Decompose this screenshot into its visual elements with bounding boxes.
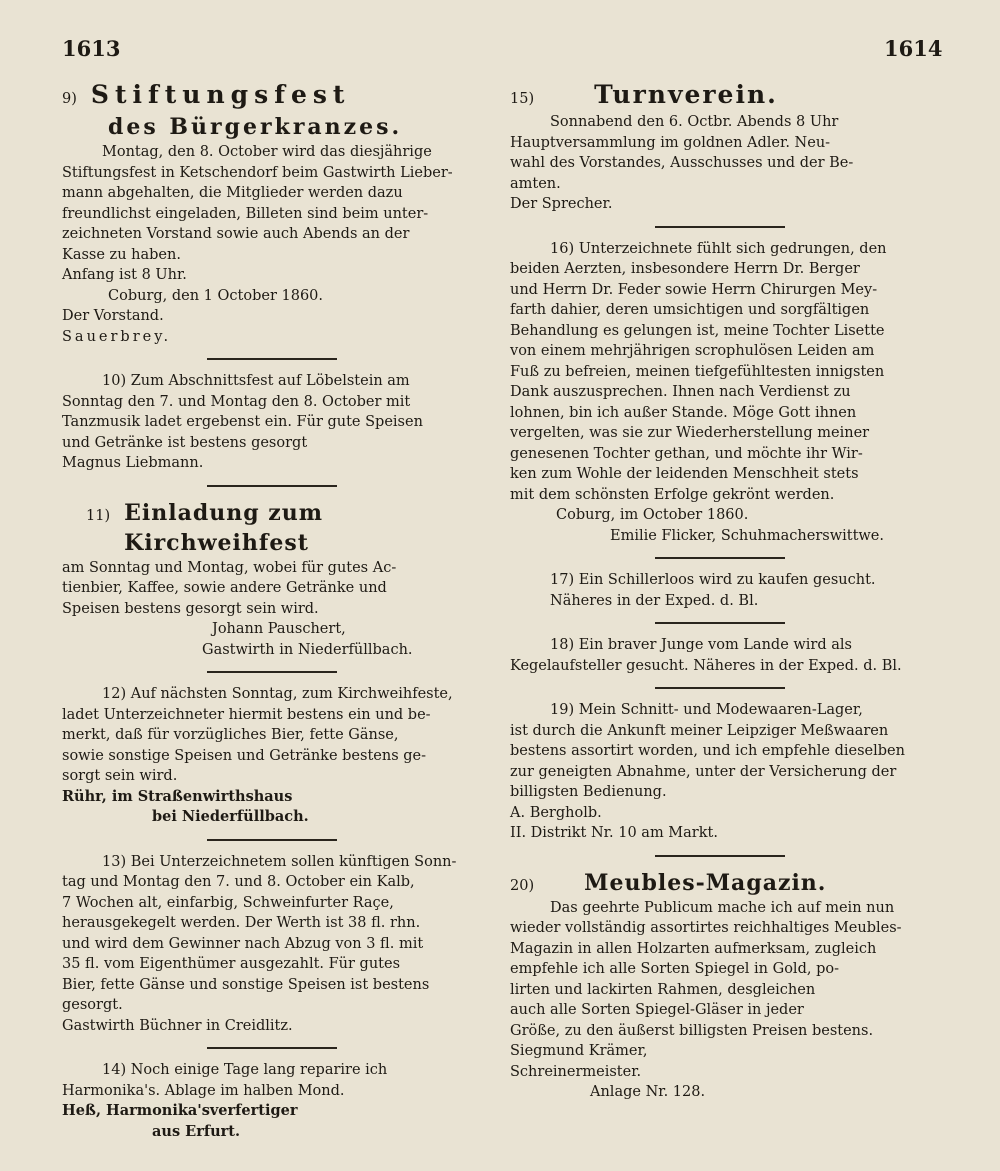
ad-16-line: lohnen, bin ich außer Stande. Möge Gott ihnen (510, 404, 857, 421)
ad-12-line: merkt, daß für vorzügliches Bier, fette Gänse, (62, 727, 399, 743)
ad-17-line: Näheres in der Exped. d. Bl. (550, 592, 759, 609)
ad-13-line: gesorgt. (62, 997, 123, 1013)
ad-12-line: ladet Unterzeichneter hiermit bestens ein und be- (62, 706, 431, 723)
ad-16-line: und Herrn Dr. Feder sowie Herrn Chirurgen Mey- (510, 281, 878, 298)
ad-15-signer: Der Sprecher. (510, 196, 613, 212)
ad-9-line: Montag, den 8. October wird das diesjährige (102, 144, 432, 160)
separator (655, 557, 785, 559)
ad-20-signer-address: Anlage Nr. 128. (590, 1084, 706, 1100)
ad-20-title: Meubles-Magazin. (584, 869, 827, 896)
ad-13-line: Bier, fette Gänse und sonstige Speisen ist bestens (62, 976, 430, 993)
ad-12-line: sorgt sein wird. (62, 768, 178, 784)
ad-10-line: Tanzmusik ladet ergebenst ein. Für gute Speisen (62, 414, 423, 430)
ad-9-line: Kasse zu haben. (62, 246, 181, 263)
ad-20-line: empfehle ich alle Sorten Spiegel in Gold, po- (510, 961, 839, 977)
ad-16-line: genesenen Tochter gethan, und möchte ihr Wir- (510, 445, 863, 462)
ad-19-signer-name: A. Bergholb. (510, 804, 602, 821)
ad-9-line: freundlichst eingeladen, Billeten sind beim unter- (62, 205, 429, 222)
ad-10-line: Sonntag den 7. und Montag den 8. October mit (62, 393, 411, 410)
ad-16-line: vergelten, was sie zur Wiederherstellung meiner (510, 425, 870, 441)
ad-12 (62, 684, 482, 828)
ad-9-title-line2: des Bürgerkranzes. (108, 114, 403, 140)
ad-13-signer: Gastwirth Büchner in Creidlitz. (62, 1017, 293, 1034)
ad-12-signer-line1: Rühr, im Straßenwirthshaus (62, 787, 293, 805)
ad-15-number: 15) (510, 91, 535, 107)
ad-9-line: Stiftungsfest in Ketschendorf beim Gastwirth Lieber- (62, 164, 453, 181)
ad-15-line: wahl des Vorstandes, Ausschusses und der Be- (510, 155, 854, 171)
ad-11-title: Einladung zum Kirchweihfest (124, 499, 324, 556)
ad-20-signer-name: Siegmund Krämer, (510, 1043, 648, 1059)
ad-13-line: 35 fl. vom Eigenthümer ausgezahlt. Für gutes (62, 956, 401, 972)
ad-9-date: Coburg, den 1 October 1860. (108, 287, 324, 304)
separator (207, 485, 337, 487)
ad-13-line: herausgekegelt werden. Der Werth ist 38 fl. rhn. (62, 915, 421, 931)
ad-16-line: Behandlung es gelungen ist, meine Tochter Lisette (510, 322, 885, 339)
ad-13-line: und wird dem Gewinner nach Abzug von 3 fl. mit (62, 935, 424, 952)
ad-10-signer: Magnus Liebmann. (62, 455, 204, 471)
ad-13-line: 13) Bei Unterzeichnetem sollen künftigen Sonn- (102, 853, 457, 870)
ad-15-line: Hauptversammlung im goldnen Adler. Neu- (510, 134, 831, 151)
ad-16 (510, 239, 930, 547)
ad-9-title-line1: Stiftungsfest (90, 80, 351, 109)
ad-20-line: auch alle Sorten Spiegel-Gläser in jeder (510, 1002, 804, 1018)
ad-14 (62, 1060, 482, 1142)
ad-9-signer-role: Der Vorstand. (62, 308, 164, 324)
separator (207, 358, 337, 360)
ad-9-line: zeichneten Vorstand sowie auch Abends an der (62, 226, 410, 242)
ad-18 (510, 635, 930, 676)
ad-17-line: 17) Ein Schillerloos wird zu kaufen gesucht. (550, 572, 876, 588)
ad-14-signer-line1: Heß, Harmonika'sverfertiger (62, 1102, 298, 1119)
ad-18-line: 18) Ein braver Junge vom Lande wird als (550, 637, 852, 653)
ad-9-heading (62, 78, 482, 112)
separator (655, 687, 785, 689)
ad-13-line: 7 Wochen alt, einfarbig, Schweinfurter Raçe, (62, 894, 394, 911)
ad-19-line: ist durch die Ankunft meiner Leipziger Meßwaaren (510, 722, 889, 739)
ad-9-signer-name: Sauerbrey. (62, 328, 172, 345)
ad-10-line: 10) Zum Abschnittsfest auf Löbelstein am (102, 373, 410, 389)
ad-16-line: beiden Aerzten, insbesondere Herrn Dr. Berger (510, 261, 860, 277)
ad-20-line: Magazin in allen Holzarten aufmerksam, zugleich (510, 940, 877, 957)
ad-16-line: von einem mehrjährigen scrophulösen Leiden am (510, 343, 875, 359)
ad-16-line: mit dem schönsten Erfolge gekrönt werden. (510, 486, 835, 503)
separator (207, 839, 337, 841)
ad-9-number: 9) (62, 91, 77, 107)
ad-11 (62, 498, 482, 661)
ad-15 (510, 78, 930, 215)
ad-11-number: 11) (86, 507, 111, 524)
ad-20-line: Größe, zu den äußerst billigsten Preisen bestens. (510, 1022, 874, 1039)
ad-20-number: 20) (510, 877, 535, 894)
ad-11-signer-name: Johann Pauschert, (212, 621, 346, 637)
ad-15-line: Sonnabend den 6. Octbr. Abends 8 Uhr (550, 114, 839, 130)
ad-18-line: Kegelaufsteller gesucht. Näheres in der Exped. d. Bl. (510, 657, 902, 674)
ad-16-line: 16) Unterzeichnete fühlt sich gedrungen, den (550, 240, 887, 257)
ad-11-heading (62, 498, 482, 558)
ad-10-line: und Getränke ist bestens gesorgt (62, 434, 308, 451)
ad-12-line: 12) Auf nächsten Sonntag, zum Kirchweihfeste, (102, 686, 453, 702)
ad-14-signer-line2: aus Erfurt. (152, 1122, 241, 1140)
ad-11-line: am Sonntag und Montag, wobei für gutes Ac- (62, 559, 397, 576)
ad-11-line: Speisen bestens gesorgt sein wird. (62, 600, 319, 617)
ad-20 (510, 868, 930, 1103)
ad-12-line: sowie sonstige Speisen und Getränke bestens ge- (62, 747, 427, 764)
ad-20-signer-role: Schreinermeister. (510, 1063, 642, 1080)
ad-11-signer-role: Gastwirth in Niederfüllbach. (202, 641, 413, 658)
ad-16-line: Dank auszusprechen. Ihnen nach Verdienst zu (510, 384, 851, 400)
ad-17 (510, 570, 930, 611)
ad-15-heading (510, 78, 930, 112)
left-column (62, 78, 482, 1142)
separator (207, 1047, 337, 1049)
ad-14-line: 14) Noch einige Tage lang reparire ich (102, 1062, 388, 1078)
ad-20-line: lirten und lackirten Rahmen, desgleichen (510, 981, 816, 998)
ad-20-line: Das geehrte Publicum mache ich auf mein nun (550, 899, 895, 916)
page-number-left: 1613 (62, 36, 121, 61)
separator (207, 671, 337, 673)
ad-15-title: Turnverein. (594, 80, 778, 109)
ad-19-line: bestens assortirt worden, und ich empfehle dieselben (510, 743, 905, 759)
ad-19-line: billigsten Bedienung. (510, 784, 667, 800)
ad-11-line: tienbier, Kaffee, sowie andere Getränke und (62, 580, 387, 596)
page-number-right: 1614 (884, 36, 943, 61)
ad-9-line: mann abgehalten, die Mitglieder werden dazu (62, 185, 403, 201)
separator (655, 622, 785, 624)
ad-9-start-time: Anfang ist 8 Uhr. (62, 267, 187, 283)
ad-14-line: Harmonika's. Ablage im halben Mond. (62, 1082, 345, 1099)
ad-19-line: 19) Mein Schnitt- und Modewaaren-Lager, (550, 702, 863, 718)
ad-16-line: ken zum Wohle der leidenden Menschheit stets (510, 466, 859, 482)
right-column (510, 78, 930, 1103)
ad-10 (62, 371, 482, 474)
ad-20-line: wieder vollständig assortirtes reichhaltiges Meubles- (510, 920, 902, 936)
ad-12-signer-line2: bei Niederfüllbach. (152, 808, 309, 825)
ad-20-heading (510, 868, 930, 898)
ad-16-signer: Emilie Flicker, Schuhmacherswittwe. (610, 527, 884, 544)
ad-19-signer-address: II. Distrikt Nr. 10 am Markt. (510, 825, 718, 841)
separator (655, 855, 785, 857)
ad-16-line: Fuß zu befreien, meinen tiefgefühltesten innigsten (510, 363, 885, 380)
ad-9 (62, 78, 482, 347)
ad-19-line: zur geneigten Abnahme, unter der Versicherung der (510, 763, 897, 780)
ad-13-line: tag und Montag den 7. und 8. October ein Kalb, (62, 874, 415, 890)
separator (655, 226, 785, 228)
ad-19 (510, 700, 930, 844)
ad-13 (62, 852, 482, 1037)
ad-15-line: amten. (510, 175, 561, 192)
ad-16-line: farth dahier, deren umsichtigen und sorgfältigen (510, 302, 870, 318)
ad-16-date: Coburg, im October 1860. (556, 507, 749, 523)
